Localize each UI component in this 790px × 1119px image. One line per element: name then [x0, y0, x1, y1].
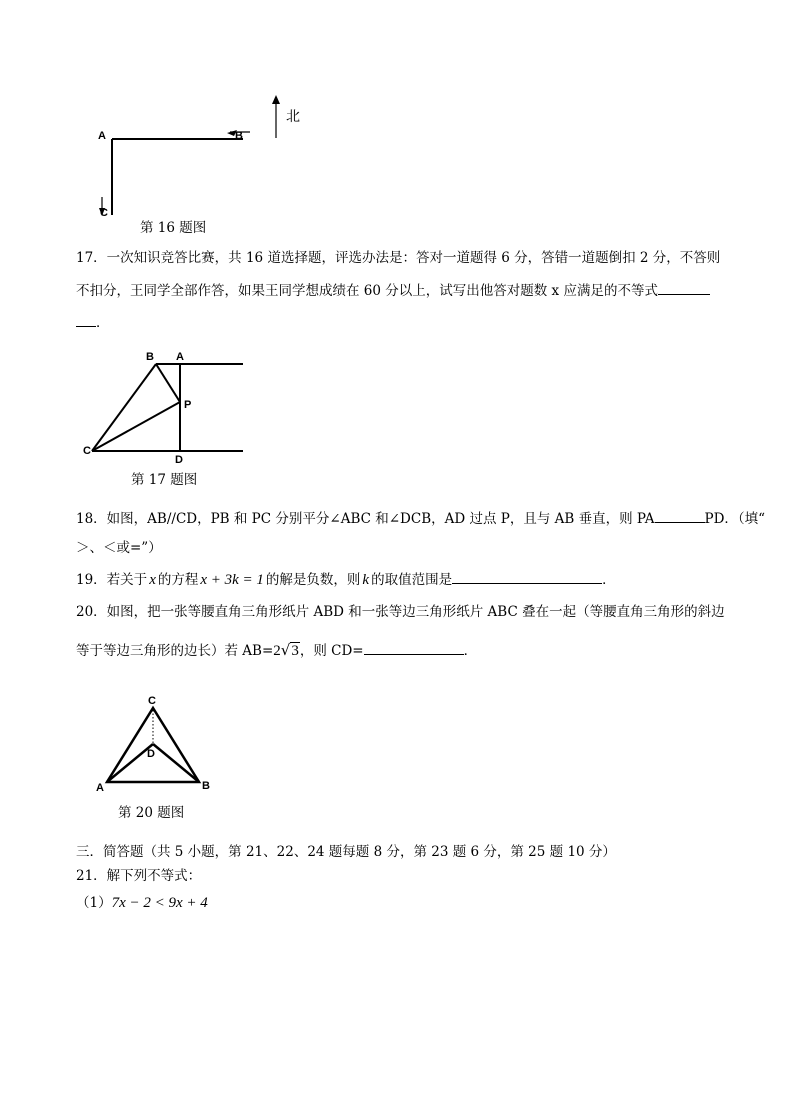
q17-line2-text: 不扣分，王同学全部作答，如果王同学想成绩在 60 分以上，试写出他答对题数 x 应满足的不等式 [76, 283, 658, 299]
fig17-label-p: P [184, 399, 192, 411]
fig20-label-b: B [202, 780, 210, 792]
q17-line1: 17．一次知识竞答比赛，共 16 道选择题，评选办法是：答对一道题得 6 分，答错一道题倒扣 2 分，不答则 [76, 250, 721, 266]
q20-line1: 20．如图，把一张等腰直角三角形纸片 ABD 和一张等边三角形纸片 ABC 叠在一起（等腰直角三角形的斜边 [76, 604, 725, 620]
q19-mid1: 的方程 [157, 572, 199, 588]
q21-part1-expression: 7x − 2 < 9x + 4 [111, 895, 208, 911]
fig17-label-d: D [175, 454, 183, 466]
segment-bd [153, 744, 199, 782]
fig17-label-c: C [83, 445, 91, 457]
fig20-label-c: C [148, 695, 156, 707]
q19-equation: x + 3k = 1 [200, 572, 264, 588]
q21-part1 [76, 893, 208, 913]
section3-title: 三．简答题（共 5 小题，第 21、22、24 题每题 8 分，第 23 题 6 分，第 25 题 10 分） [76, 844, 616, 860]
fig20-label-d: D [147, 748, 155, 760]
q20-end: ． [463, 643, 478, 659]
q20-radicand: 3 [291, 643, 299, 659]
q19-prefix: 19．若关于 [76, 572, 148, 588]
q21-title: 21．解下列不等式： [76, 868, 202, 884]
q19-end: ． [602, 572, 616, 588]
fig16-caption: 第 16 题图 [140, 220, 207, 236]
fig16-label-a: A [98, 130, 106, 142]
q17-line3-end: ． [96, 315, 110, 331]
q20-coefficient: 2 [273, 643, 281, 659]
q19-var-k: k [362, 572, 370, 588]
fig17-label-b: B [146, 351, 154, 363]
fig17-caption: 第 17 题图 [131, 472, 198, 488]
q19-mid3: 的取值范围是 [371, 572, 453, 588]
fig16-north-label: 北 [286, 109, 300, 125]
fig16-label-b: B [235, 130, 243, 142]
q18-line1-text-b: PD．（填“ [704, 511, 766, 527]
q20-line2-text: 等于等边三角形的边长）若 AB= [76, 643, 274, 659]
q21-part1-label: （1） [76, 895, 112, 911]
q19-mid2: 的解是负数，则 [265, 572, 361, 588]
fig17-label-a: A [176, 351, 184, 363]
q18-line2: ＞、＜或=”） [76, 540, 162, 556]
fig20-caption: 第 20 题图 [118, 805, 185, 821]
fig16-label-c: C [100, 207, 108, 219]
q20-line2-text-b: ，则 CD= [299, 643, 364, 659]
q19-var-x: x [149, 572, 156, 588]
sqrt-sign-icon: √ [280, 641, 291, 659]
q18-line1-text: 18．如图，AB//CD，PB 和 PC 分别平分∠ABC 和∠DCB，AD 过点 P，且与 AB 垂直，则 PA [76, 511, 655, 527]
fig20-label-a: A [96, 782, 104, 794]
